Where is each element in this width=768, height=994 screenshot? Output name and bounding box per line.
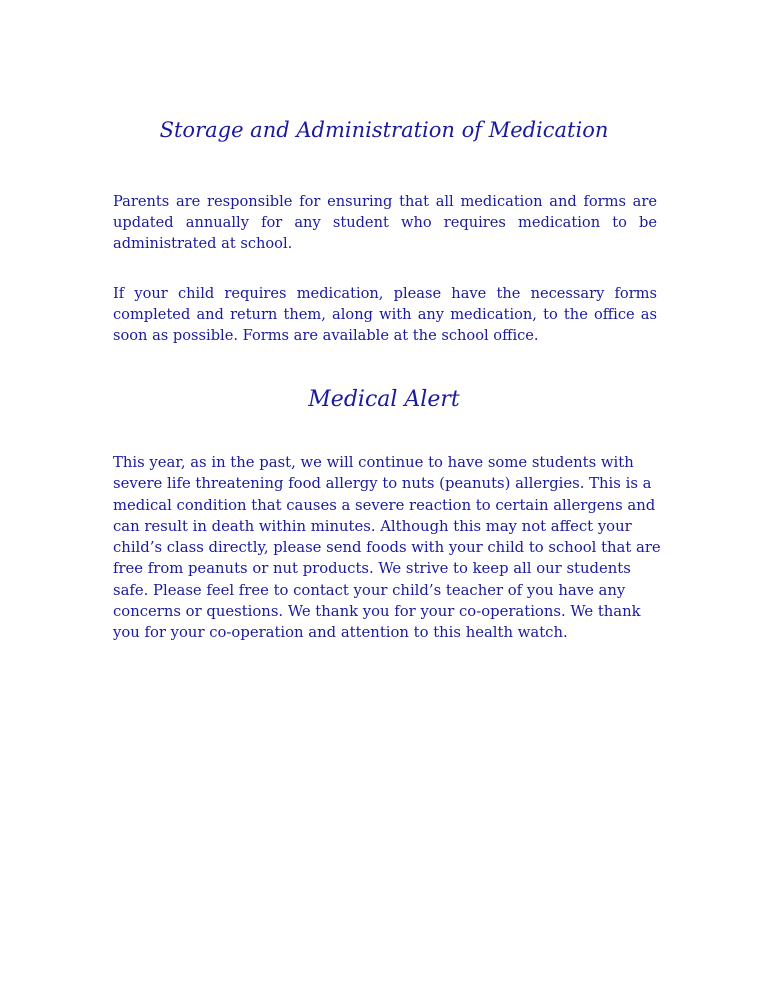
paragraph-medication-forms: If your child requires medication, please have the necessary forms completed and return them, along with any medication, to the office as soon as possible. Forms are available at the school office. [113,285,657,344]
paragraph-medication-responsibility: Parents are responsible for ensuring that all medication and forms are updated annually for any student who requires medication to be administrated at school. [113,193,657,252]
section-title-medical-alert: Medical Alert [308,387,460,412]
paragraph-medical-alert: This year, as in the past, we will continue to have some students with severe life threatening food allergy to nuts (peanuts) allergies. This is a medical condition that causes a severe reaction to certain allergens and can result in death within minutes. Although this may not affect your child’s class directly, please send foods with your child to school that are free from peanuts or nut products. We strive to keep all our students safe. Please feel free to contact your child’s teacher of you have any concerns or questions. We thank you for your co-operations. We thank you for your co-operation and attention to this health watch. [113,454,661,642]
section-title-medication: Storage and Administration of Medication [159,118,609,142]
